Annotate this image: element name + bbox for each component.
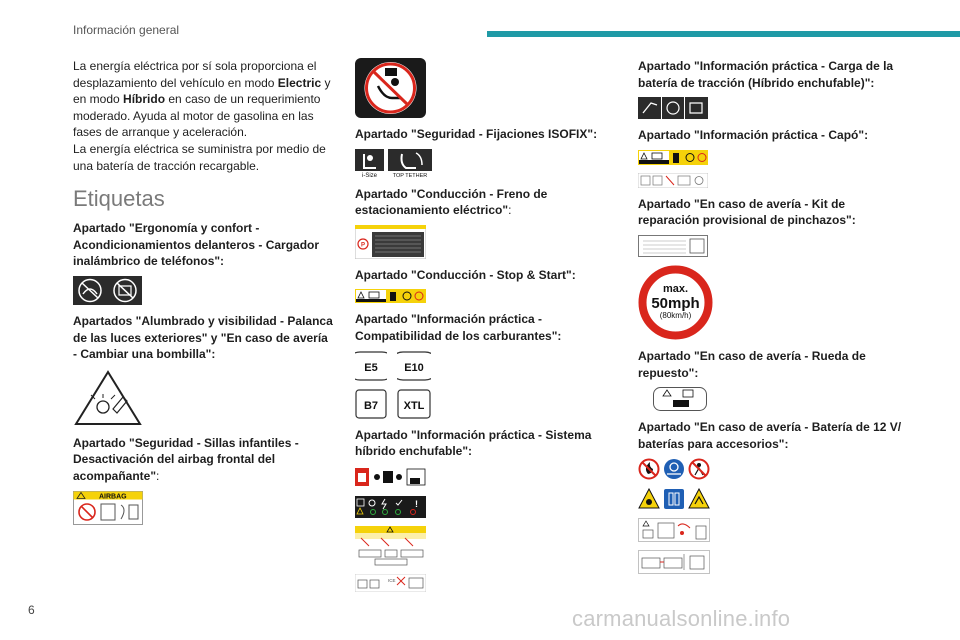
intro-text-2: y en modo (73, 75, 331, 107)
speed-kmh-label: (80km/h) (659, 310, 692, 320)
column-2 (355, 58, 610, 600)
svg-text:!: ! (415, 498, 418, 509)
plugin-hybrid-refuel-icon (355, 466, 426, 488)
label-lights (73, 369, 335, 427)
header-accent-bar (487, 31, 960, 37)
fuel-e10-icon (397, 351, 431, 381)
intro-bold-hybrid: Híbrido (123, 92, 166, 107)
page-number: 6 (28, 603, 35, 617)
label-parking-brake (355, 225, 610, 259)
fuel-e10-label: E10 (404, 361, 424, 374)
parking-brake-info-icon (355, 225, 426, 259)
fuel-e5-icon (355, 351, 387, 381)
heading-traction-battery: Apartado "Información práctica - Carga de la batería de tracción (Híbrido enchufable)": (638, 59, 894, 90)
label-airbag (73, 491, 335, 525)
spare-wheel-icon (653, 387, 707, 411)
label-airbag-disc (355, 58, 610, 118)
hybrid-ice-warning-icon (355, 574, 426, 592)
heading-lights: Apartados "Alumbrado y visibilidad - Palanca de las luces exteriores" y "En caso de avería - Cambiar una bombilla": (73, 313, 333, 362)
isize-label: i-Size (361, 172, 378, 178)
battery-row-3 (638, 518, 908, 542)
fuel-e5-label: E5 (364, 361, 378, 374)
battery-jump-start-icon (638, 550, 710, 574)
heading-isofix: Apartado "Seguridad - Fijaciones ISOFIX": (355, 127, 598, 141)
heading-stop-start: Apartado "Conducción - Stop & Start": (355, 267, 576, 282)
heading-hood: Apartado "Información práctica - Capó": (638, 128, 869, 143)
traction-battery-charge-icon (638, 97, 708, 119)
heading-parking-brake (355, 186, 610, 219)
speed-limit-sign-icon (638, 265, 713, 340)
battery-hazard-icons (638, 488, 710, 510)
heading-fuel-compat: Apartado "Información práctica - Compatibilidad de los carburantes": (355, 312, 562, 343)
label-hood-1 (638, 150, 908, 165)
hybrid-charge-status-icon (355, 496, 426, 518)
label-hood-2 (638, 173, 908, 188)
wireless-charger-warning-icon (73, 276, 142, 305)
label-wireless-charger (73, 276, 335, 305)
column-3 (638, 58, 908, 582)
speed-max-label: max. (662, 282, 689, 295)
hybrid-safety-warning-icon (355, 526, 426, 566)
intro-paragraph-2: La energía eléctrica se suministra por medio de una batería de tracción recargable. (73, 141, 326, 173)
heading-parking-brake-colon: : (508, 203, 512, 218)
label-plugin-hybrid-2 (355, 496, 610, 518)
heading-12v-battery: Apartado "En caso de avería - Batería de 12 V/ baterías para accesorios": (638, 420, 902, 451)
watermark: carmanualsonline.info (572, 606, 791, 631)
puncture-repair-kit-icon (638, 235, 708, 257)
heading-airbag-colon: : (156, 468, 160, 483)
no-flame-no-smoke-protect-icon (638, 458, 710, 480)
battery-row-1 (638, 458, 908, 480)
fuel-xtl-label: XTL (403, 399, 425, 412)
fuel-row-2 (355, 389, 610, 419)
airbag-warning-label-icon (73, 491, 143, 525)
heading-airbag-text: Apartado "Seguridad - Sillas infantiles - Desactivación del airbag frontal del acompañante" (73, 435, 299, 483)
heading-wireless-charger: Apartado "Ergonomía y confort - Acondicionamientos delanteros - Cargador inalámbrico de teléfonos": (73, 221, 320, 269)
label-stop-start (355, 289, 610, 303)
label-puncture-kit (638, 235, 908, 257)
heading-plugin-hybrid: Apartado "Información práctica - Sistema híbrido enchufable": (355, 427, 592, 459)
label-plugin-hybrid-3 (355, 526, 610, 566)
isize-seat-icon (355, 149, 384, 178)
speed-value-label: 50mph (651, 294, 700, 312)
label-spare-wheel (653, 387, 908, 411)
label-traction-battery (638, 97, 908, 119)
intro-text-3: en caso de un requerimiento moderado. Ayuda al motor de gasolina en las fases de arranque y aceleración. (73, 92, 321, 140)
section-title-etiquetas: Etiquetas (73, 186, 165, 212)
hood-stop-start-warning-icon (638, 150, 708, 165)
heading-parking-brake-text: Apartado "Conducción - Freno de estacionamiento eléctrico" (355, 186, 548, 218)
hood-engine-warning-icon (638, 173, 708, 188)
column-1 (73, 58, 335, 533)
battery-row-2 (638, 488, 908, 510)
heading-puncture-kit: Apartado "En caso de avería - Kit de reparación provisional de pinchazos": (638, 196, 856, 228)
top-tether-label: TOP TETHER (392, 172, 428, 178)
fuel-b7-label: B7 (363, 399, 379, 412)
ice-label: ICE (388, 577, 396, 583)
airbag-child-seat-prohibition-icon (355, 58, 426, 118)
airbag-label-text: AIRBAG (99, 493, 127, 500)
battery-row-4 (638, 550, 908, 574)
svg-text:P: P (360, 242, 366, 249)
label-isofix (355, 149, 610, 178)
page-header-title: Información general (73, 23, 180, 37)
intro-bold-electric: Electric (277, 75, 322, 90)
label-plugin-hybrid-1 (355, 466, 610, 488)
heading-spare-wheel: Apartado "En caso de avería - Rueda de repuesto": (638, 348, 866, 380)
fuel-row-1 (355, 351, 610, 381)
intro-paragraph-1 (73, 58, 335, 141)
label-speed-limit (638, 265, 908, 340)
intro-text-1: La energía eléctrica por sí sola proporciona el desplazamiento del vehículo en modo (73, 59, 317, 90)
fuel-b7-icon (355, 389, 387, 419)
fuel-xtl-icon (397, 389, 431, 419)
stop-start-warning-icon (355, 289, 426, 303)
heading-airbag (73, 435, 335, 485)
label-plugin-hybrid-4 (355, 574, 610, 592)
bulb-hot-warning-icon (73, 369, 143, 427)
battery-connection-instructions-icon (638, 518, 710, 542)
top-tether-icon (388, 149, 432, 178)
